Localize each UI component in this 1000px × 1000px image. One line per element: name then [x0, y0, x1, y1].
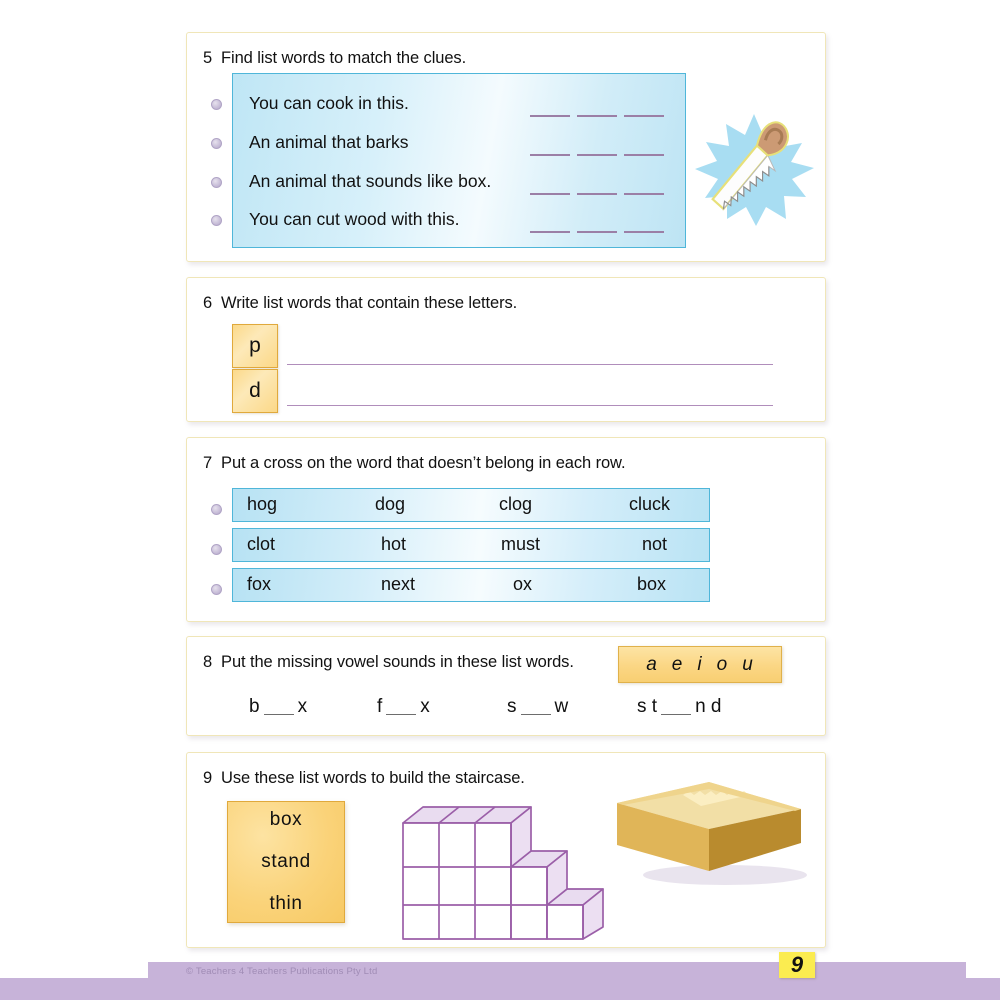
clue-text: An animal that barks [249, 132, 409, 152]
answer-blank[interactable] [624, 115, 664, 117]
question-6-prompt: Write list words that contain these letters. [221, 294, 518, 312]
clue-text: You can cut wood with this. [249, 209, 460, 229]
page-number-badge: 9 [779, 952, 815, 978]
word-row[interactable] [232, 528, 710, 562]
answer-blank[interactable] [530, 193, 570, 195]
word-option[interactable]: next [381, 574, 416, 595]
vowel-blank[interactable] [264, 714, 294, 715]
handsaw-starburst-icon [692, 111, 817, 229]
question-9-heading [203, 769, 525, 788]
question-9-number: 9 [203, 769, 213, 787]
answer-blank[interactable] [577, 193, 617, 195]
question-8-number: 8 [203, 653, 213, 671]
word-option[interactable]: hog [247, 494, 278, 515]
answer-blank[interactable] [624, 154, 664, 156]
question-9-prompt: Use these list words to build the staircase. [221, 769, 525, 787]
fill-word-suffix: x [297, 696, 308, 717]
vowel-letter: i [697, 653, 703, 675]
vowel-letter: a [646, 653, 658, 675]
bullet-marker [211, 138, 222, 149]
vowel-letter: o [716, 653, 729, 675]
staircase-blocks-diagram[interactable] [401, 801, 621, 941]
question-card-9 [186, 752, 826, 948]
vowel-blank[interactable] [661, 714, 691, 715]
question-5-number: 5 [203, 49, 213, 67]
answer-blank[interactable] [624, 193, 664, 195]
fill-word-prefix: b [249, 696, 260, 717]
list-word: thin [269, 893, 303, 914]
bullet-marker [211, 584, 222, 595]
fill-word-suffix: w [554, 696, 569, 717]
question-7-heading [203, 454, 625, 473]
answer-line[interactable] [287, 405, 773, 406]
bullet-marker [211, 99, 222, 110]
word-option[interactable]: cluck [629, 494, 671, 515]
word-option[interactable]: must [501, 534, 541, 555]
vowel-reference-box [618, 646, 782, 683]
bullet-marker [211, 177, 222, 188]
vowel-letter: e [671, 653, 684, 675]
answer-blank[interactable] [577, 154, 617, 156]
answer-line[interactable] [287, 364, 773, 365]
word-option[interactable]: fox [247, 574, 272, 595]
clue-text: An animal that sounds like box. [249, 171, 492, 191]
letter-tile-p: p [232, 324, 278, 368]
answer-blank[interactable] [530, 115, 570, 117]
fill-word[interactable] [249, 696, 307, 718]
fill-word[interactable] [637, 696, 721, 718]
copyright-text: © Teachers 4 Teachers Publications Pty Ltd [186, 966, 378, 977]
clue-text: You can cook in this. [249, 93, 409, 113]
word-option[interactable]: clog [499, 494, 533, 515]
word-option[interactable]: hot [381, 534, 407, 555]
fill-word-suffix: x [420, 696, 430, 717]
list-word: stand [261, 851, 311, 872]
fill-word-prefix: s [507, 696, 517, 717]
question-card-8 [186, 636, 826, 736]
word-row[interactable] [232, 488, 710, 522]
question-6-heading [203, 294, 517, 313]
question-5-heading [203, 49, 466, 68]
answer-blank[interactable] [577, 115, 617, 117]
fill-word-prefix: f [377, 696, 383, 717]
word-row[interactable] [232, 568, 710, 602]
list-word: box [269, 809, 303, 830]
word-list-card [227, 801, 345, 923]
word-option[interactable]: clot [247, 534, 276, 555]
question-5-prompt: Find list words to match the clues. [221, 49, 467, 67]
word-option[interactable]: box [637, 574, 667, 595]
question-card-6 [186, 277, 826, 422]
vowel-blank[interactable] [521, 714, 551, 715]
fill-word-suffix: n d [695, 696, 722, 717]
word-option[interactable]: dog [375, 494, 406, 515]
fill-word[interactable] [507, 696, 568, 718]
letter-tile-d: d [232, 369, 278, 413]
question-card-7 [186, 437, 826, 622]
vowel-blank[interactable] [386, 714, 416, 715]
answer-blank[interactable] [530, 231, 570, 233]
fill-word[interactable] [377, 696, 430, 718]
answer-blank[interactable] [577, 231, 617, 233]
answer-blank[interactable] [624, 231, 664, 233]
answer-blank[interactable] [530, 154, 570, 156]
question-8-heading [203, 653, 574, 672]
cardboard-box-icon [605, 779, 810, 889]
bullet-marker [211, 544, 222, 555]
footer-bar-extension [0, 978, 1000, 1000]
vowel-letter: u [742, 653, 754, 675]
question-6-number: 6 [203, 294, 213, 312]
question-7-number: 7 [203, 454, 213, 472]
question-card-5 [186, 32, 826, 262]
question-7-prompt: Put a cross on the word that doesn’t belong in each row. [221, 454, 626, 472]
word-option[interactable]: ox [513, 574, 533, 595]
fill-word-prefix: s t [637, 696, 658, 717]
word-option[interactable]: not [642, 534, 668, 555]
bullet-marker [211, 504, 222, 515]
bullet-marker [211, 215, 222, 226]
question-8-prompt: Put the missing vowel sounds in these list words. [221, 653, 574, 671]
